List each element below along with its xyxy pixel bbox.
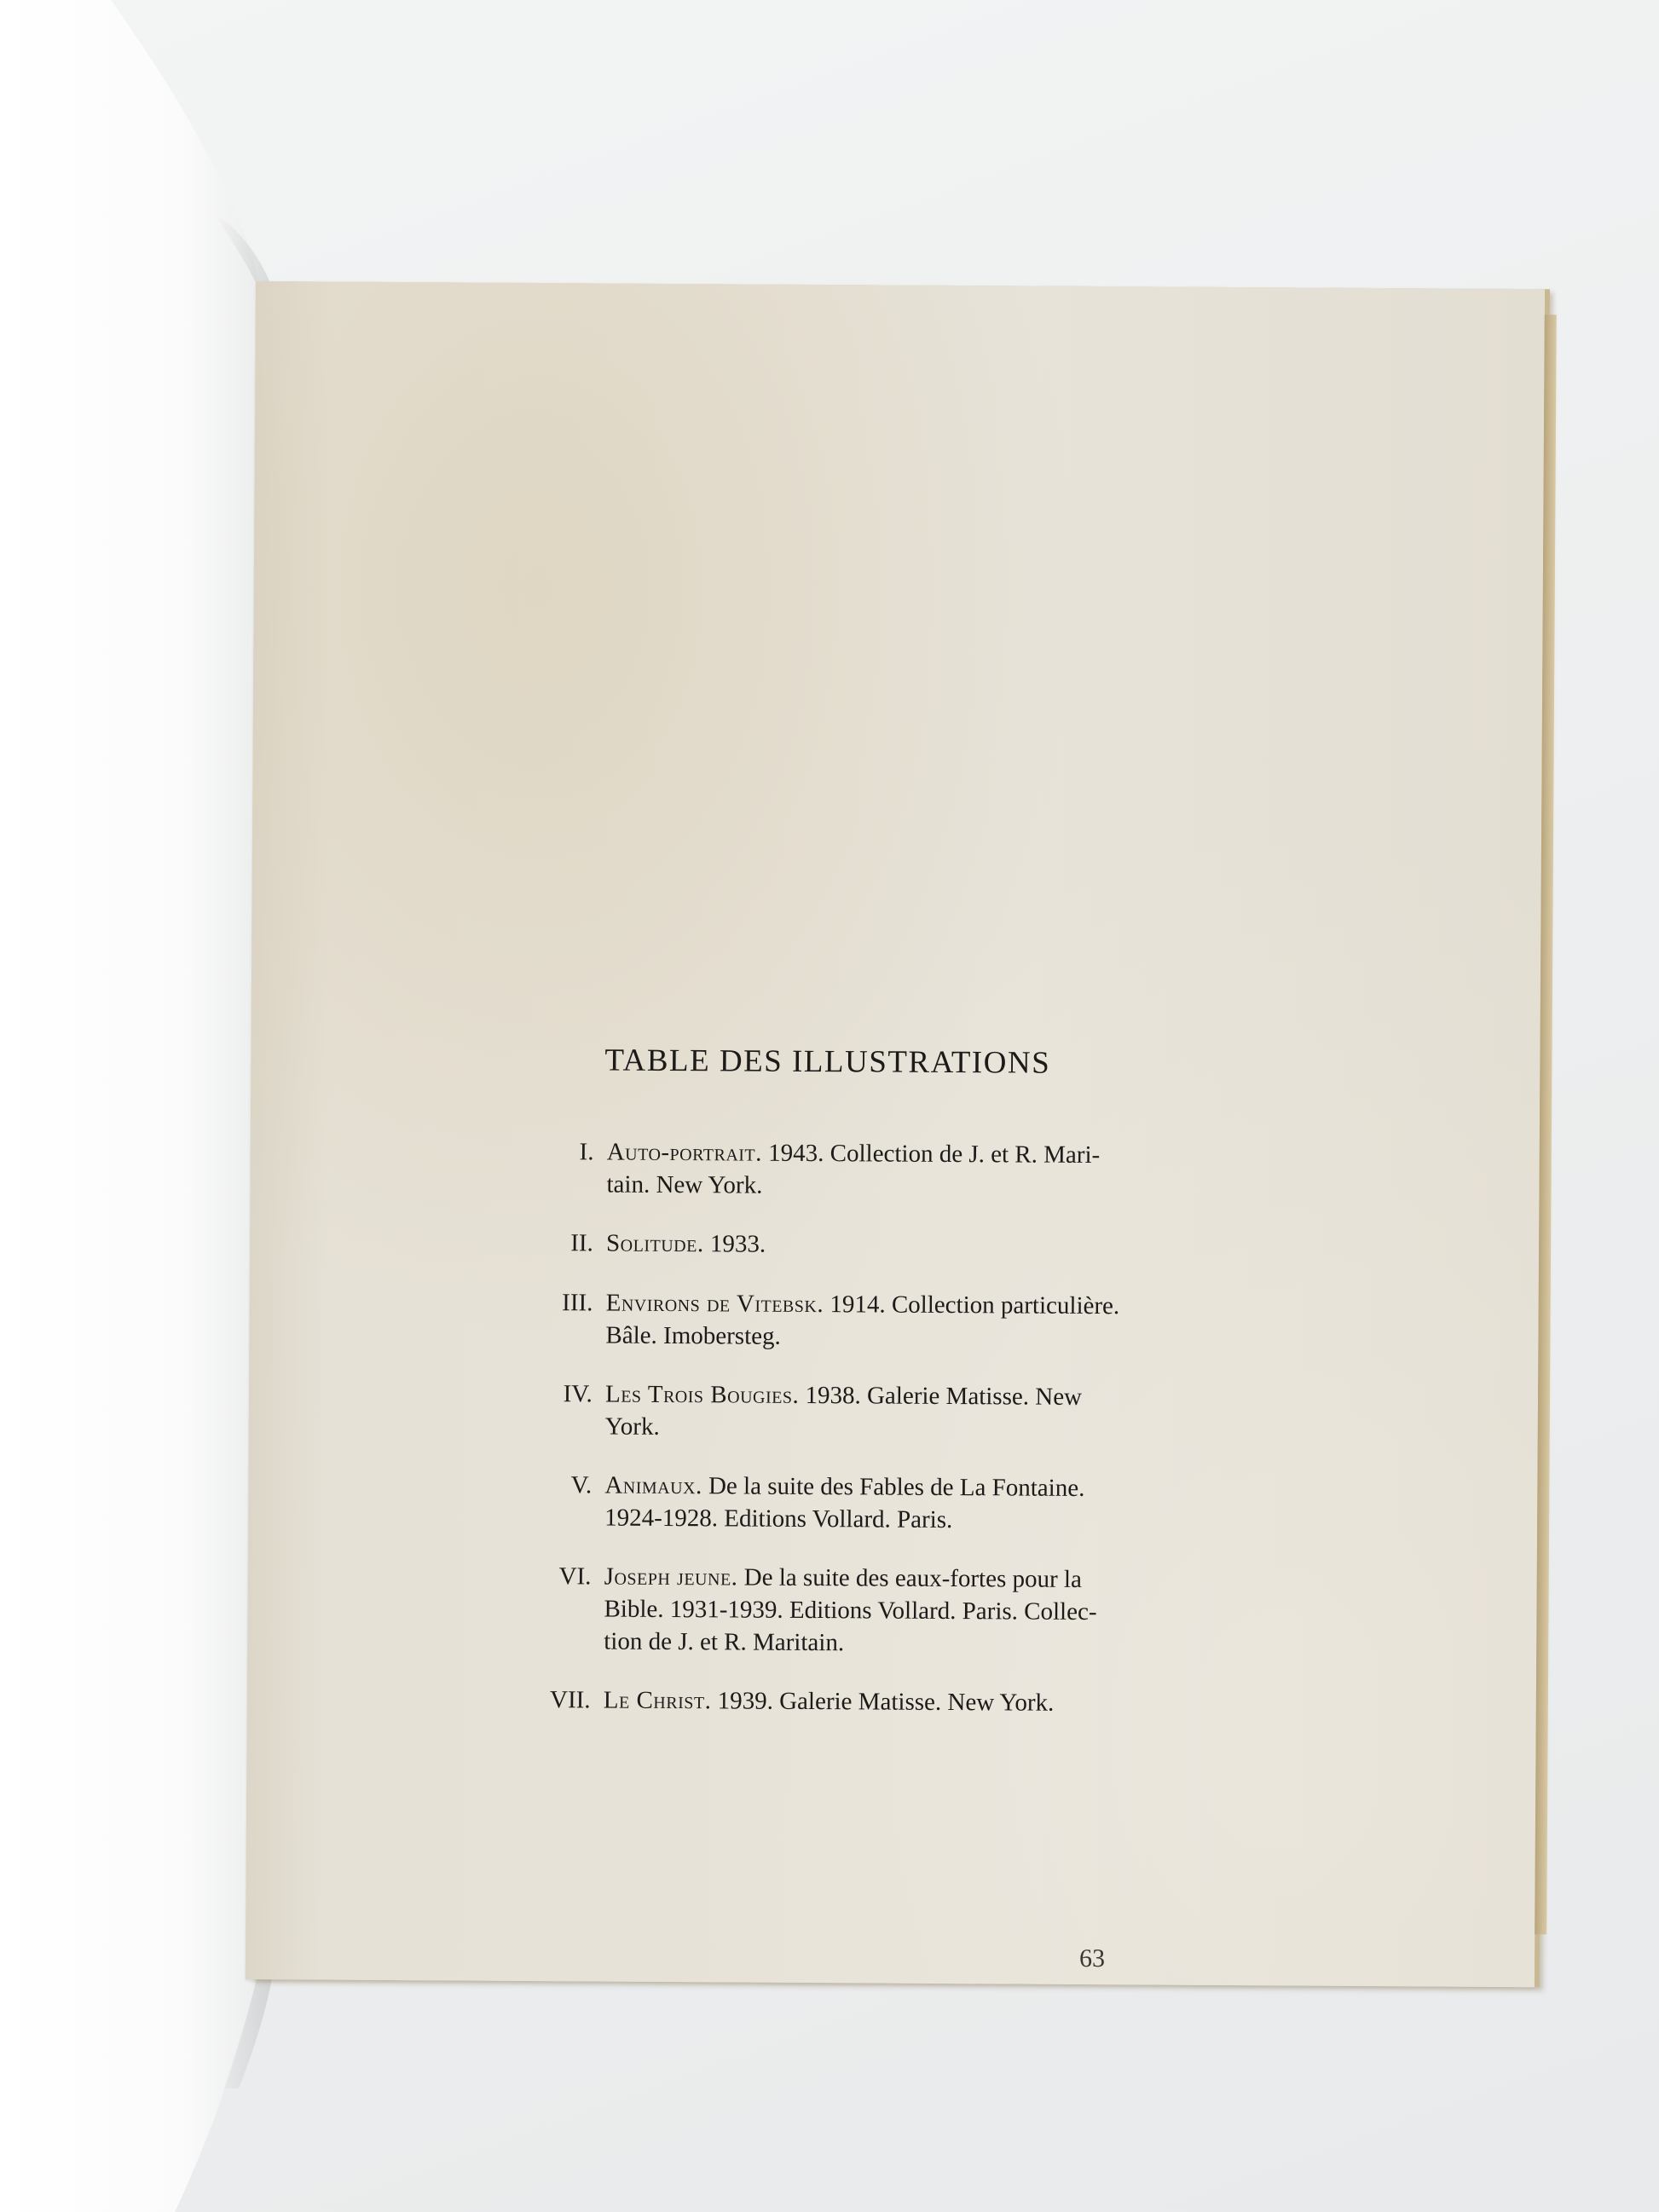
list-item	[510, 1227, 1192, 1258]
entry-name: Joseph jeune.	[604, 1562, 738, 1591]
entry-numeral: II.	[570, 1229, 593, 1257]
entry-text	[605, 1378, 1185, 1447]
entry-name: Auto-portrait.	[606, 1138, 763, 1167]
entry-numeral: VI.	[558, 1562, 592, 1591]
entry-line: 1943. Collection de J. et R. Mari-	[761, 1139, 1101, 1170]
entry-text	[606, 1227, 1186, 1263]
entry-line: York.	[604, 1412, 660, 1441]
list-item	[507, 1684, 1189, 1717]
entry-line: 1933.	[703, 1230, 766, 1258]
entry-line: 1924-1928. Editions Vollard. Paris.	[604, 1504, 953, 1534]
book-page	[246, 281, 1545, 1987]
page-number: 63	[1078, 1943, 1106, 1973]
entry-name: Solitude.	[606, 1229, 704, 1258]
entry-line: De la suite des eaux-fortes pour la	[737, 1563, 1083, 1593]
entry-text	[604, 1684, 1183, 1720]
entry-line: tion de J. et R. Maritain.	[604, 1627, 845, 1657]
entry-name: Environs de Vitebsk.	[605, 1289, 824, 1319]
entry-text	[606, 1136, 1186, 1204]
entry-line: tain. New York.	[606, 1170, 763, 1199]
entry-numeral: I.	[579, 1138, 594, 1166]
entry-line: Bible. 1931-1939. Editions Vollard. Paris. Collec-	[604, 1595, 1097, 1626]
list-item	[509, 1377, 1191, 1441]
entry-line: 1939. Galerie Matisse. New York.	[711, 1687, 1055, 1717]
list-item	[510, 1286, 1192, 1350]
list-item	[508, 1469, 1190, 1534]
page-title: TABLE DES ILLUSTRATIONS	[604, 1042, 1051, 1081]
entry-line: De la suite des Fables de La Fontaine.	[702, 1472, 1085, 1502]
entry-text	[604, 1561, 1184, 1661]
entry-name: Les Trois Bougies.	[604, 1380, 800, 1409]
entry-text	[604, 1470, 1184, 1538]
list-item	[508, 1560, 1190, 1657]
entry-name: Animaux.	[604, 1471, 702, 1500]
entry-line: 1938. Galerie Matisse. New	[799, 1381, 1083, 1411]
entry-line: Bâle. Imobersteg.	[605, 1321, 781, 1350]
table-of-illustrations	[513, 765, 1451, 1973]
entry-numeral: IV.	[563, 1380, 592, 1408]
entry-line: 1914. Collection particulière.	[824, 1291, 1120, 1320]
list-item	[511, 1135, 1193, 1199]
entry-numeral: VII.	[549, 1686, 591, 1714]
entry-numeral: V.	[570, 1471, 592, 1499]
entry-numeral: III.	[562, 1289, 593, 1317]
entry-name: Le Christ.	[603, 1686, 712, 1715]
entry-text	[605, 1287, 1185, 1355]
